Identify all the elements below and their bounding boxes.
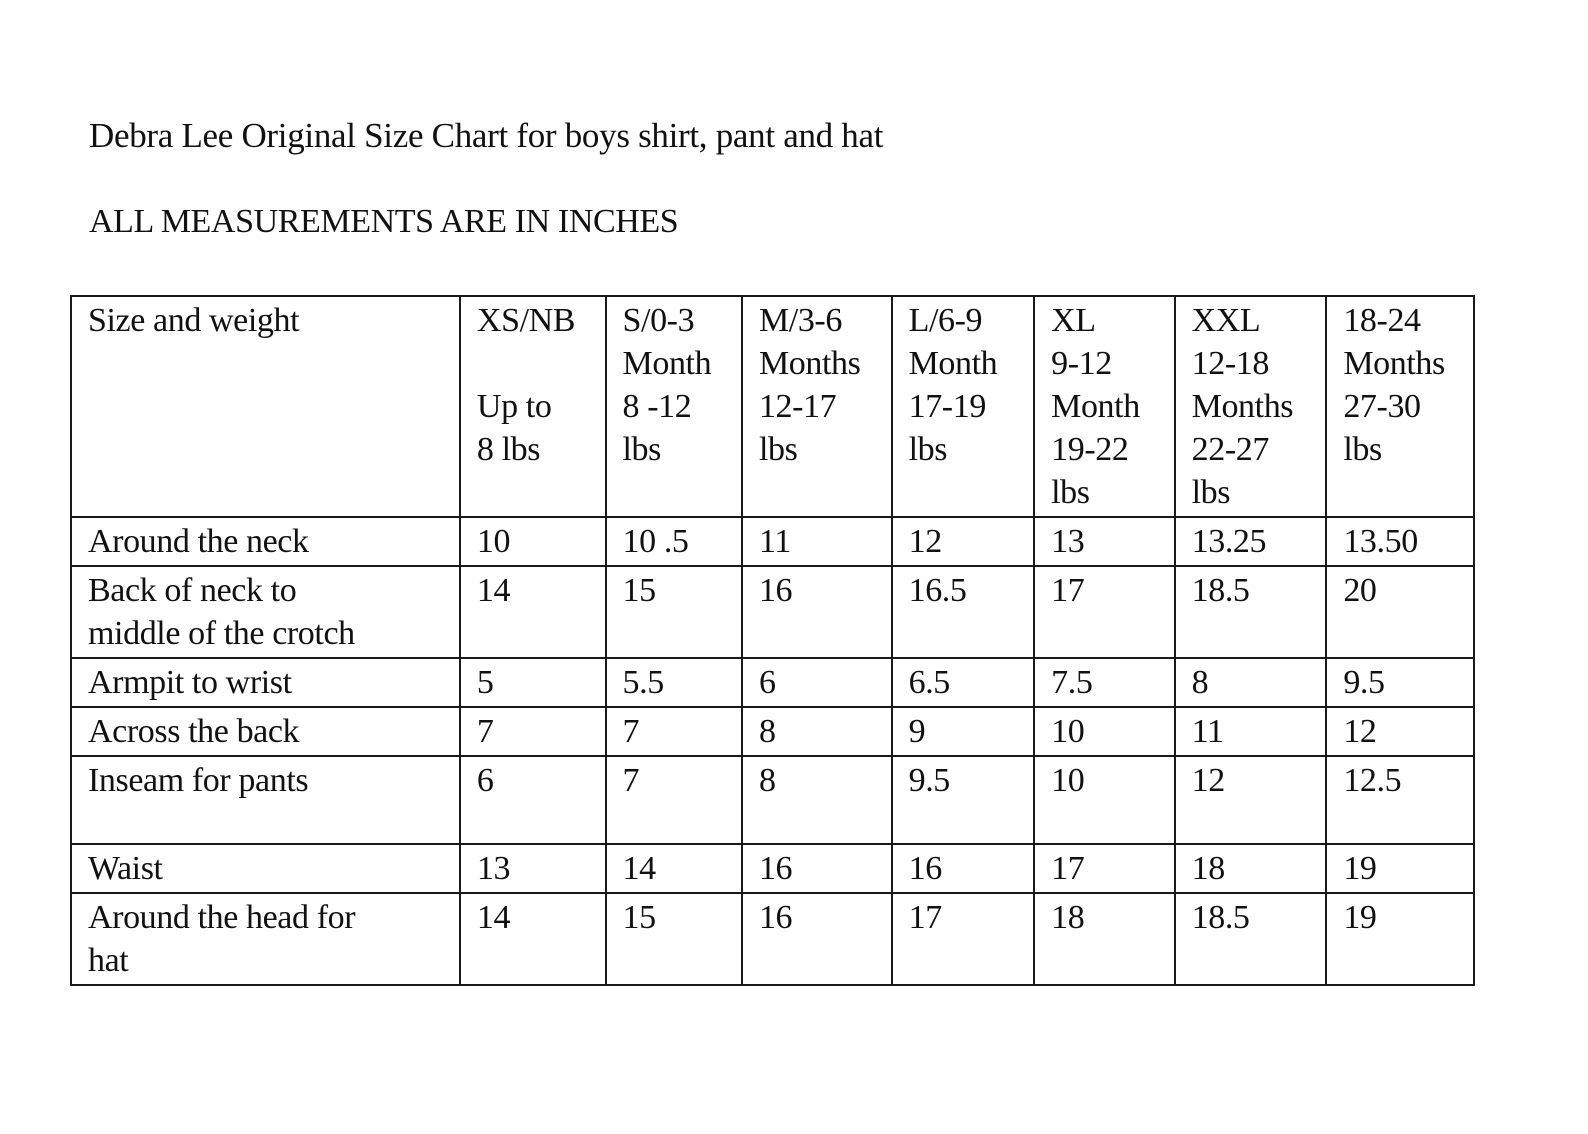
value-cell: 18 — [1175, 844, 1327, 893]
table-row-around-neck — [71, 517, 1474, 566]
weight-line: 17-19 — [908, 388, 986, 425]
value-cell: 8 — [1175, 658, 1327, 707]
value-cell: 16 — [892, 844, 1035, 893]
value-cell: 15 — [606, 566, 742, 658]
value-cell: 12 — [1326, 707, 1474, 756]
value-cell: 9 — [892, 707, 1035, 756]
value-cell: 17 — [1034, 844, 1175, 893]
weight-line: lbs — [1191, 474, 1231, 511]
size-label: L/6-9 — [908, 302, 983, 339]
size-label: XL — [1051, 302, 1096, 339]
weight-line: lbs — [758, 431, 798, 468]
row-label-cell — [71, 893, 460, 985]
value-cell: 19 — [1326, 893, 1474, 985]
weight-line: lbs — [1051, 474, 1090, 511]
value-cell: 13 — [460, 844, 606, 893]
value-cell: 17 — [892, 893, 1035, 985]
value-cell: 6 — [460, 756, 606, 844]
value-cell: 11 — [1175, 707, 1327, 756]
row-label: hat — [88, 942, 129, 979]
row-label-cell — [71, 756, 460, 844]
column-header-18-24 — [1326, 296, 1474, 517]
size-chart-table — [70, 295, 1475, 986]
value-cell: 6 — [742, 658, 892, 707]
value-cell: 16 — [742, 566, 892, 658]
value-cell: 16.5 — [892, 566, 1035, 658]
value-cell: 16 — [742, 844, 892, 893]
column-header-xs-nb — [460, 296, 606, 517]
value-cell: 12 — [892, 517, 1035, 566]
value-cell: 20 — [1326, 566, 1474, 658]
value-cell: 16 — [742, 893, 892, 985]
weight-line: 12-17 — [758, 388, 837, 425]
size-label: S/0-3 — [622, 302, 695, 339]
value-cell: 18 — [1034, 893, 1175, 985]
weight-line: 12-18 — [1191, 345, 1269, 382]
weight-line: Months — [1191, 388, 1294, 425]
table-row-back-of-neck — [71, 566, 1474, 658]
row-label-cell — [71, 844, 460, 893]
row-label: Around the head for — [88, 899, 356, 936]
value-cell: 12 — [1175, 756, 1327, 844]
weight-line: 19-22 — [1051, 431, 1129, 468]
table-row-armpit-to-wrist — [71, 658, 1474, 707]
value-cell: 13.25 — [1175, 517, 1327, 566]
value-cell: 17 — [1034, 566, 1175, 658]
weight-line: Month — [908, 345, 998, 382]
row-label: Inseam for pants — [88, 762, 309, 799]
size-label: XS/NB — [476, 302, 576, 339]
value-cell: 9.5 — [1326, 658, 1474, 707]
row-label-cell — [71, 658, 460, 707]
value-cell: 13.50 — [1326, 517, 1474, 566]
weight-line: lbs — [908, 431, 948, 468]
value-cell: 5.5 — [606, 658, 742, 707]
value-cell: 7 — [606, 756, 742, 844]
weight-line: lbs — [1343, 431, 1382, 468]
header-row — [71, 296, 1474, 517]
corner-label: Size and weight — [88, 302, 300, 339]
value-cell: 9.5 — [892, 756, 1035, 844]
corner-header-cell — [71, 296, 460, 517]
value-cell: 7 — [606, 707, 742, 756]
column-header-l-6-9 — [892, 296, 1035, 517]
row-label: Back of neck to — [88, 572, 297, 609]
value-cell: 8 — [742, 707, 892, 756]
row-label-cell — [71, 566, 460, 658]
value-cell: 10 .5 — [606, 517, 742, 566]
value-cell: 12.5 — [1326, 756, 1474, 844]
weight-line: Month — [622, 345, 712, 382]
weight-line: 8 -12 — [622, 388, 692, 425]
row-label: Waist — [88, 850, 163, 887]
weight-line: lbs — [622, 431, 661, 468]
value-cell: 14 — [606, 844, 742, 893]
table-row-inseam — [71, 756, 1474, 844]
weight-line: 27-30 — [1343, 388, 1421, 425]
value-cell: 18.5 — [1175, 893, 1327, 985]
weight-line: 9-12 — [1051, 345, 1112, 382]
column-header-s-0-3 — [606, 296, 742, 517]
value-cell: 5 — [460, 658, 606, 707]
size-label: M/3-6 — [758, 302, 842, 339]
table-row-across-the-back — [71, 707, 1474, 756]
value-cell: 10 — [1034, 756, 1175, 844]
table-row-around-head — [71, 893, 1474, 985]
column-header-xl — [1034, 296, 1175, 517]
row-label-cell — [71, 707, 460, 756]
row-label: Around the neck — [88, 523, 309, 560]
value-cell: 7.5 — [1034, 658, 1175, 707]
table-row-waist — [71, 844, 1474, 893]
weight-line: Up to — [476, 388, 552, 425]
size-label: 18-24 — [1343, 302, 1421, 339]
row-label: Armpit to wrist — [88, 664, 292, 701]
row-label-cell — [71, 517, 460, 566]
value-cell: 11 — [742, 517, 892, 566]
value-cell: 14 — [460, 893, 606, 985]
value-cell: 14 — [460, 566, 606, 658]
column-header-xxl — [1175, 296, 1327, 517]
value-cell: 6.5 — [892, 658, 1035, 707]
column-header-m-3-6 — [742, 296, 892, 517]
weight-line: Months — [758, 345, 861, 382]
value-cell: 7 — [460, 707, 606, 756]
weight-line: Month — [1051, 388, 1140, 425]
document-title: Debra Lee Original Size Chart for boys shirt, pant and hat — [89, 116, 884, 155]
weight-line: 22-27 — [1191, 431, 1269, 468]
document-subtitle: ALL MEASUREMENTS ARE IN INCHES — [89, 203, 679, 240]
weight-line: Months — [1343, 345, 1445, 382]
value-cell: 19 — [1326, 844, 1474, 893]
value-cell: 8 — [742, 756, 892, 844]
weight-line: 8 lbs — [476, 431, 541, 468]
row-label: Across the back — [88, 713, 300, 750]
value-cell: 18.5 — [1175, 566, 1327, 658]
value-cell: 15 — [606, 893, 742, 985]
row-label: middle of the crotch — [88, 615, 355, 652]
value-cell: 13 — [1034, 517, 1175, 566]
value-cell: 10 — [1034, 707, 1175, 756]
size-label: XXL — [1191, 302, 1261, 339]
value-cell: 10 — [460, 517, 606, 566]
